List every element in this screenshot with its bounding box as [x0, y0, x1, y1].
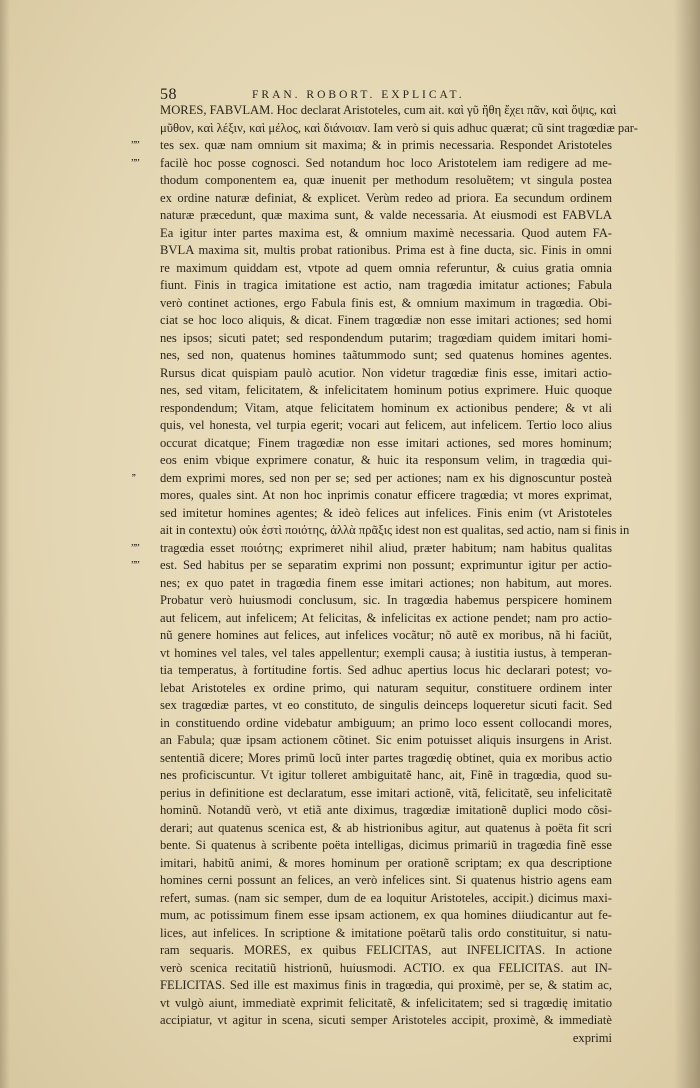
- binding-shadow: [0, 0, 10, 1088]
- text-line: [160, 995, 612, 1013]
- text-line: [131, 557, 612, 575]
- text-line: [160, 680, 612, 698]
- line-text: bente. Si quatenus à scribente poëta intelligas, dicimus primariũ in tragœdia finẽ esse: [160, 838, 612, 852]
- text-line: [160, 662, 612, 680]
- line-text: μῦθον, καὶ λέξιν, καὶ μέλος, καὶ διάνοιαν. Iam verò si quis adhuc quærat; cũ sint tragœdiæ par-: [160, 120, 638, 135]
- text-line: [160, 435, 612, 453]
- line-text: derari; aut quatenus scenica est, & ab histrionibus agitur, aut quatenus à poëta fit scri: [160, 820, 612, 835]
- text-line: [160, 942, 612, 960]
- line-text: dem exprimi mores, sed non per se; sed per actiones; nam ex his dignoscuntur posteà: [160, 470, 612, 485]
- line-text: MORES, FABVLAM. Hoc declarat Aristoteles, cum ait. καὶ γῦ ἤθη ἔχει πᾶν, καὶ ὄψις, καὶ: [160, 103, 617, 117]
- text-line: [160, 277, 612, 295]
- line-text: imitari, habitũ animi, & mores hominum per orationẽ scriptam; ex qua descriptione: [160, 855, 612, 870]
- line-text: perius in definitione est declaratum, esse imitari actionẽ, vitã, felicitatẽ, seu infelicitatẽ: [160, 785, 612, 800]
- line-text: Rursus dicat quispiam paulò acutior. Non videtur tragœdiæ finis esse, imitari actio-: [160, 365, 612, 380]
- text-line: [131, 137, 612, 155]
- text-line: [160, 855, 612, 873]
- line-text: sententiã dicere; Mores primũ locũ inter partes tragœdię obtinet, quia ex moribus actio: [160, 750, 612, 765]
- text-line: [160, 767, 612, 785]
- text-line: [160, 645, 612, 663]
- text-line: [160, 627, 612, 645]
- text-line: [160, 732, 612, 750]
- line-text: verò continet actiones, ergo Fabula finis est, & omnium maximum in tragœdia. Obi-: [160, 295, 612, 310]
- text-line: [160, 172, 612, 190]
- line-text: ram sequaris. MORES, ex quibus FELICITAS, aut INFELICITAS. In actione: [160, 943, 612, 957]
- text-line: [160, 977, 612, 995]
- margin-quote-marker: ””: [131, 559, 139, 571]
- line-text: est. Sed habitus per se separatim exprimi non possunt; exprimuntur igitur per actio-: [160, 558, 612, 572]
- text-line: [160, 610, 612, 628]
- line-text: verò scenica recitatiũ histrionũ, huiusmodi. ACTIO. ex qua FELICITAS. aut IN-: [160, 960, 612, 975]
- line-text: facilè hoc posse cognosci. Sed notandum hoc loco Aristotelem iam redigere ad me-: [160, 155, 612, 170]
- line-text: naturæ præcedunt, quæ maxima sunt, & valde necessaria. At eiusmodi est FABVLA: [160, 208, 612, 222]
- text-line: [160, 225, 612, 243]
- text-line: [160, 207, 612, 225]
- line-text: nes; ex quo patet in tragœdia finem esse imitari actiones; non habitum, aut mores.: [160, 575, 612, 590]
- line-text: in constituendo ordine videbatur ambiguum; an primo loco essent collocandi mores,: [160, 715, 612, 730]
- line-text: vt vulgò aiunt, immediatè exprimit felicitatẽ, & infelicitatem; sed si tragœdię imitatio: [160, 995, 612, 1010]
- text-line: [160, 785, 612, 803]
- line-text: an Fabula; quæ ipsam actionem cõtinet. Sic enim potuisset aliquis insurgens in Arist.: [160, 733, 612, 747]
- page-edge-shadow: [674, 0, 700, 1088]
- text-line: [160, 417, 612, 435]
- text-line: [131, 155, 612, 173]
- line-text: ciat se hoc loco aliquis, & dicat. Finem tragœdiæ non esse imitari actiones; sed homi: [160, 313, 612, 327]
- line-text: fiunt. Finis in tragica imitatione est actio, nam tragœdia imitatur actiones; Fabula: [160, 278, 612, 292]
- text-line: [160, 452, 612, 470]
- line-text: Ea igitur inter partes maxima est, & omnium maximè necessaria. Quod autem FA-: [160, 225, 612, 240]
- line-text: lices, aut infelices. In scriptione & imitatione poëtarũ talis ordo constituitur, si natu-: [160, 925, 612, 940]
- line-text: accipiatur, vt agitur in scena, sicuti semper Aristoteles accipit, proximè, & immediatè: [160, 1013, 612, 1027]
- text-line: [160, 925, 612, 943]
- margin-quote-marker: ””: [131, 156, 139, 169]
- text-line: [160, 802, 612, 820]
- text-line: [160, 820, 612, 838]
- line-text: sed imitetur homines agentes; & ideò felices aut infelices. Finis enim (vt Aristoteles: [160, 505, 612, 520]
- line-text: tragœdia esset ποιότης; exprimeret nihil aliud, præter habitum; nam habitus qualitas: [160, 540, 612, 555]
- text-line: [160, 872, 612, 890]
- line-text: tes sex. quæ nam omnium sit maxima; & in primis necessaria. Respondet Aristoteles: [160, 138, 612, 152]
- line-text: thodum componentem ea, quæ inuenit per methodum resoluẽtem; vt singula postea: [160, 173, 612, 187]
- line-text: BVLA maxima sit, multis probat rationibus. Prima est à fine ducta, sic. Finis in omni: [160, 243, 612, 257]
- line-text: ait in contextu) οὐκ ἐστὶ ποιότης, ἀλλὰ πρᾶξις idest non est qualitas, sed actio, nam si finis in: [160, 523, 630, 537]
- line-text: exprimi: [572, 1030, 612, 1045]
- text-line: [160, 960, 612, 978]
- text-line: [131, 540, 612, 558]
- line-text: tia temperatus, à fortitudine fortis. Sed adhuc apertius locus hic declarari potest; vo-: [160, 663, 612, 677]
- text-line: [160, 120, 638, 138]
- margin-quote-marker: ’’: [131, 471, 136, 484]
- line-text: hominũ. Notandũ verò, vt etiã ante diximus, tragœdiæ imitationẽ duplici modo cõsi-: [160, 803, 612, 817]
- text-line: [160, 907, 612, 925]
- line-text: ex ordine naturæ definiat, & explicet. Verùm redeo ad priora. Ea secundum ordinem: [160, 190, 612, 205]
- line-text: re maximum quiddam est, vtpote ad quem omnia referuntur, & cuius gratia omnia: [160, 260, 612, 275]
- text-line: [160, 505, 612, 523]
- text-line: [131, 470, 612, 488]
- text-line: [160, 365, 612, 383]
- line-text: nes proficiscuntur. Vt igitur tolleret ambiguitatẽ hanc, ait, Finẽ in tragœdia, quod su-: [160, 768, 612, 782]
- line-text: refert, sumas. (nam sic semper, dum de ea loquitur Aristoteles, accipit.) dicimus maxi-: [160, 890, 612, 905]
- line-text: sex tragœdiæ partes, vt eo constituto, de singulis deinceps loqueretur sicuti facit. Sed: [160, 698, 612, 712]
- text-line: [160, 592, 612, 610]
- margin-quote-marker: ””: [131, 541, 139, 554]
- text-line: [160, 102, 617, 120]
- line-text: eos enim vbique exprimere conatur, & huic ita responsum velim, in tragœdia qui-: [160, 453, 612, 467]
- line-text: vt homines vel tales, vel tales appellentur; exempli causa; à iustitia iustus, à temperan-: [160, 645, 612, 660]
- line-text: Probatur verò huiusmodi conclusum, sic. In tragœdia habemus perspicere hominem: [160, 593, 612, 607]
- line-text: homines cerni possunt an felices, an verò infelices sint. Si quatenus histrio agens eam: [160, 873, 612, 887]
- line-text: nes, sed non, quatenus homines taãtummodo sunt; sed quatenus homines agentes.: [160, 348, 612, 362]
- text-line: [160, 242, 612, 260]
- line-text: respondendum; Vitam, atque felicitatem hominum ex actionibus pendere; & vt ali: [160, 400, 612, 415]
- line-text: nes, sed vitam, felicitatem, & infelicitatem hominum potius exprimere. Huic quoque: [160, 383, 612, 397]
- line-text: FELICITAS. Sed ille est maximus finis in tragœdia, qui proximè, per se, & statim ac,: [160, 978, 612, 992]
- text-line: [160, 487, 612, 505]
- line-text: nes ipsos; sicuti patet; sed respondendum putarim; tragœdiam quidem imitari homi-: [160, 330, 612, 345]
- line-text: aut felicem, aut infelicem; At felicitas, & infelicitas ex actione pendet; nam pro actio-: [160, 610, 612, 625]
- text-line: [160, 750, 612, 768]
- text-line: [160, 522, 630, 540]
- text-line: [160, 837, 612, 855]
- page-number: 58: [160, 86, 177, 103]
- text-line: [160, 1012, 612, 1030]
- text-line: [160, 190, 612, 208]
- text-line: [160, 330, 612, 348]
- line-text: mores, quales sint. At non hoc inprimis conatur efficere tragœdia; vt mores exprimat,: [160, 488, 612, 502]
- text-line: [160, 890, 612, 908]
- text-line: [160, 400, 612, 418]
- text-line: [160, 575, 612, 593]
- text-line: [160, 697, 612, 715]
- line-text: nũ genere homines aut felices, aut infelices vocãtur; nõ autẽ ex moribus, nã hi faciũt,: [160, 628, 612, 642]
- line-text: lebat Aristoteles ex ordine primo, qui naturam sequitur, constituere ordinem inter: [160, 680, 612, 695]
- text-line: [160, 312, 612, 330]
- text-line: [160, 260, 612, 278]
- text-line: [160, 347, 612, 365]
- running-head: FRAN. ROBORT. EXPLICAT.: [252, 89, 465, 101]
- line-text: quis, vel honesta, vel turpia egerit; vocari aut felicem, aut infelicem. Tertio loco alius: [160, 418, 612, 432]
- text-line: [160, 382, 612, 400]
- margin-quote-marker: ””: [131, 139, 139, 151]
- text-line: [160, 1030, 612, 1048]
- line-text: mum, ac potissimum finem esse ipsam actionem, ex qua homines diiudicantur aut fe-: [160, 908, 612, 922]
- body-text: [131, 102, 638, 1047]
- line-text: occurat dicatque; Finem tragœdiæ non esse imitari actiones, sed mores hominum;: [160, 435, 612, 450]
- text-line: [160, 715, 612, 733]
- text-line: [160, 295, 612, 313]
